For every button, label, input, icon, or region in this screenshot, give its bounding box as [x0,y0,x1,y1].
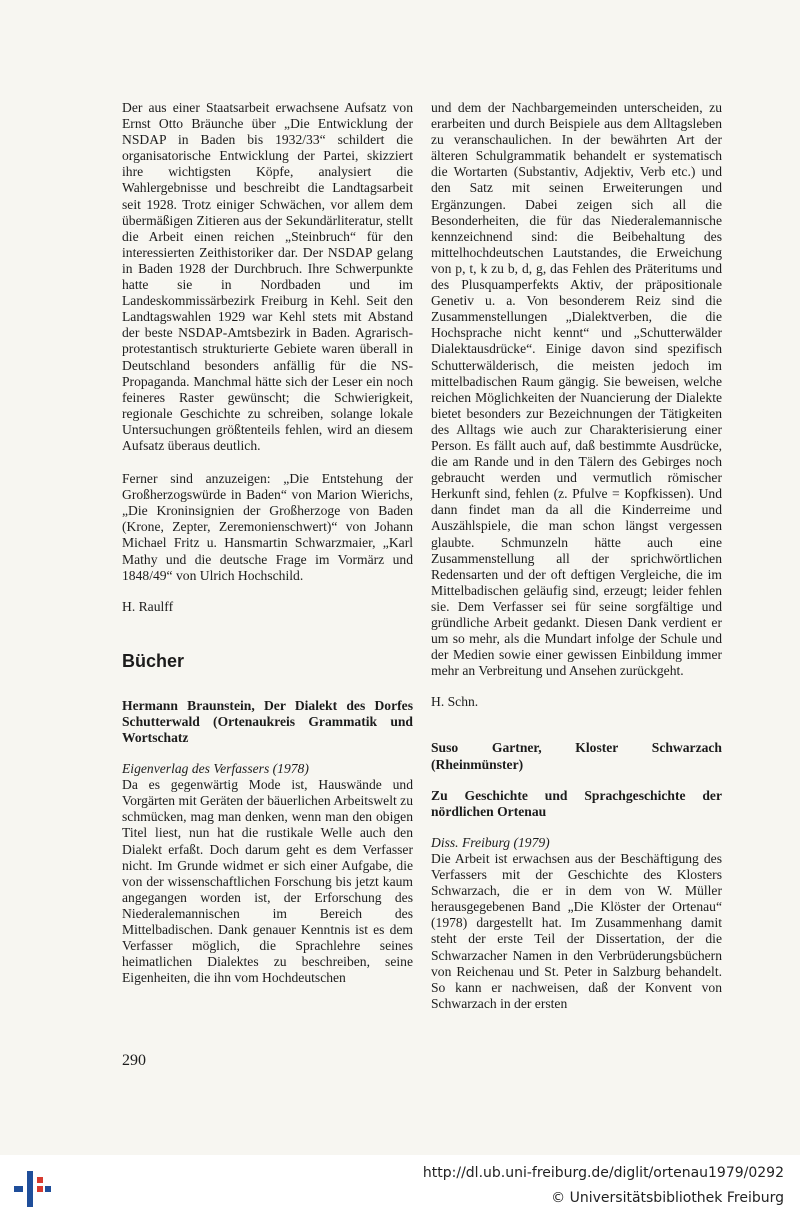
footer-bar [0,1155,800,1220]
book-title: Suso Gartner, Kloster Schwarzach (Rheinmünster) [431,740,722,772]
right-column [431,100,722,1012]
source-url-link[interactable]: http://dl.ub.uni-freiburg.de/diglit/ortenau1979/0292 [422,1165,784,1181]
left-column [122,100,413,986]
review-text: und dem der Nachbargemeinden unterscheiden, zu erarbeiten und durch Beispiele aus dem Alltagsleben zu veranschaulichen. In der bewährten Art der älteren Schulgrammatik behandelt er systematisch die Wortarten (Substantiv, Adjektiv, Verb etc.) und den Satz mit seinen Erweiterungen und Ergänzungen. Dabei zeigen sich all die Besonderheiten, die für das Niederalemannische kennzeichnend sind: die Beibehaltung des mittelhochdeutschen Lautstandes, die Erweichung von p, t, k zu b, d, g, das Fehlen des Präteritums und des Plusquamperfekts Aktiv, der präpositionale Genetiv u. a. Von besonderem Reiz sind die Zusammenstellungen „Dialektverben, die die Hochsprache nicht kennt“ und „Schutterwälder Dialektausdrücke“. Einige davon sind spezifisch Schutterwälderisch, die meisten jedoch im mittelbadischen Raum gängig. Sie beweisen, welche reichen Möglichkeiten der Nuancierung der Dialekte bietet besonders zur Bezeichnungen der Tätigkeiten des Alltags wie auch zur Charakterisierung einer Person. Es fällt auch auf, daß bestimmte Ausdrücke, die am Rande und in den Tälern des Gebirges noch gebraucht werden und vermutlich römischer Herkunft sind, fehlen (z. Pfulve = Kopfkissen). Und dann findet man da all die Kinderreime und Auszählspiele, die man schon längst vergessen glaubte. Schmunzeln hätte auch eine Zusammenstellung all der sprichwörtlichen Redensarten und der oft deftigen Vergleiche, die im Mittelbadischen geläufig sind, erzeugt; leider fehlen sie. Dem Verfasser sei für seine sorgfältige und gründliche Arbeit gedankt. Diesen Dank verdient er um so mehr, als die Mundart infolge der Schule und der Medien sowie einer gewissen Einbildung immer mehr an Verbreitung und Ansehen zurückgeht. [431,100,722,679]
book-title: Hermann Braunstein, Der Dialekt des Dorfes Schutterwald (Ortenaukreis Grammatik und Wortschatz [122,697,413,745]
book-publisher: Diss. Freiburg (1979) [431,834,550,850]
ub-freiburg-logo-icon [12,1169,52,1209]
review-text: Die Arbeit ist erwachsen aus der Beschäftigung des Verfassers mit der Geschichte des Klosters Schwarzach, die er in dem von W. Müller herausgegebenen Band „Die Klöster der Ortenau“ (1978) dargestellt hat. Im Zusammenhang damit steht der erste Teil der Dissertation, der die Schwarzacher Namen in den Verbrüderungsbüchern von Reichenau und St. Peter in Salzburg behandelt. So kann er nachweisen, daß der Konvent von Schwarzach in der ersten [431,850,722,1011]
copyright-notice: © Universitätsbibliothek Freiburg [551,1190,784,1206]
spacer [431,710,722,740]
review-text: Da es gegenwärtig Mode ist, Hauswände und Vorgärten mit Geräten der bäuerlichen Arbeitswelt zu schmücken, mag man denken, wenn man den obigen Titel liest, nun hat die rustikale Welle auch den Dialekt erfaßt. Doch darum geht es dem Verfasser nicht. Im Grunde widmet er sich einer Aufgabe, die von der wissenschaftlichen Forschung bis jetzt kaum angegangen worden ist, der Erforschung des Niederalemannischen im Bereich des Mittelbadischen. Dank genauer Kenntnis ist es dem Verfasser möglich, die Sprachlehre seines heimatlichen Dialektes zu beschreiben, seine Eigenheiten, die ihn vom Hochdeutschen [122,777,413,986]
author-signature: H. Raulff [122,598,174,614]
article-paragraph: Der aus einer Staatsarbeit erwachsene Aufsatz von Ernst Otto Bräunche über „Die Entwicklung der NSDAP in Baden bis 1932/33“ schildert die organisatorische Entwicklung der Partei, skizziert ihre wichtigsten Köpfe, analysiert die Wahlergebnisse und beschreibt die Landtagsarbeit seit 1928. Trotz einiger Schwächen, vor allem dem übermäßigen Zitieren aus der Sekundärliteratur, stellt die Arbeit einen reichen „Steinbruch“ für den interessierten Zeithistoriker dar. Der NSDAP gelang in Baden 1928 der Durchbruch. Ihre Schwerpunkte hatte sie in Nordbaden und im Landeskommissärbezirk Freiburg in Kehl. Seit den Landtagswahlen 1929 war Kehl stets mit Abstand der beste NSDAP-Amtsbezirk in Baden. Agrarisch-protestantisch strukturierte Gebiete waren überall in Deutschland besonders anfällig für die NS-Propaganda. Manchmal hätte sich der Leser ein noch feineres Raster gewünscht; die Schwierigkeit, regionale Geschichte zu schreiben, solange lokale Untersuchungen größtenteils fehlen, wird an diesem Aufsatz überaus deutlich. [122,100,413,453]
section-heading: Bücher [122,650,185,671]
author-signature: H. Schn. [431,694,479,710]
book-subtitle: Zu Geschichte und Sprachgeschichte der nördlichen Ortenau [431,787,722,819]
article-paragraph: Ferner sind anzuzeigen: „Die Entstehung der Großherzogswürde in Baden“ von Marion Wierichs, „Die Kroninsignien der Großherzoge von Baden (Krone, Zepter, Zeremonienschwert)“ von Johann Michael Fritz u. Hansmartin Schwarzmaier, „Karl Mathy und die deutsche Frage im Vormärz und 1848/49“ von Ulrich Hochschild. [122,471,413,583]
page-number: 290 [122,1052,146,1069]
book-publisher: Eigenverlag des Verfassers (1978) [122,761,309,777]
